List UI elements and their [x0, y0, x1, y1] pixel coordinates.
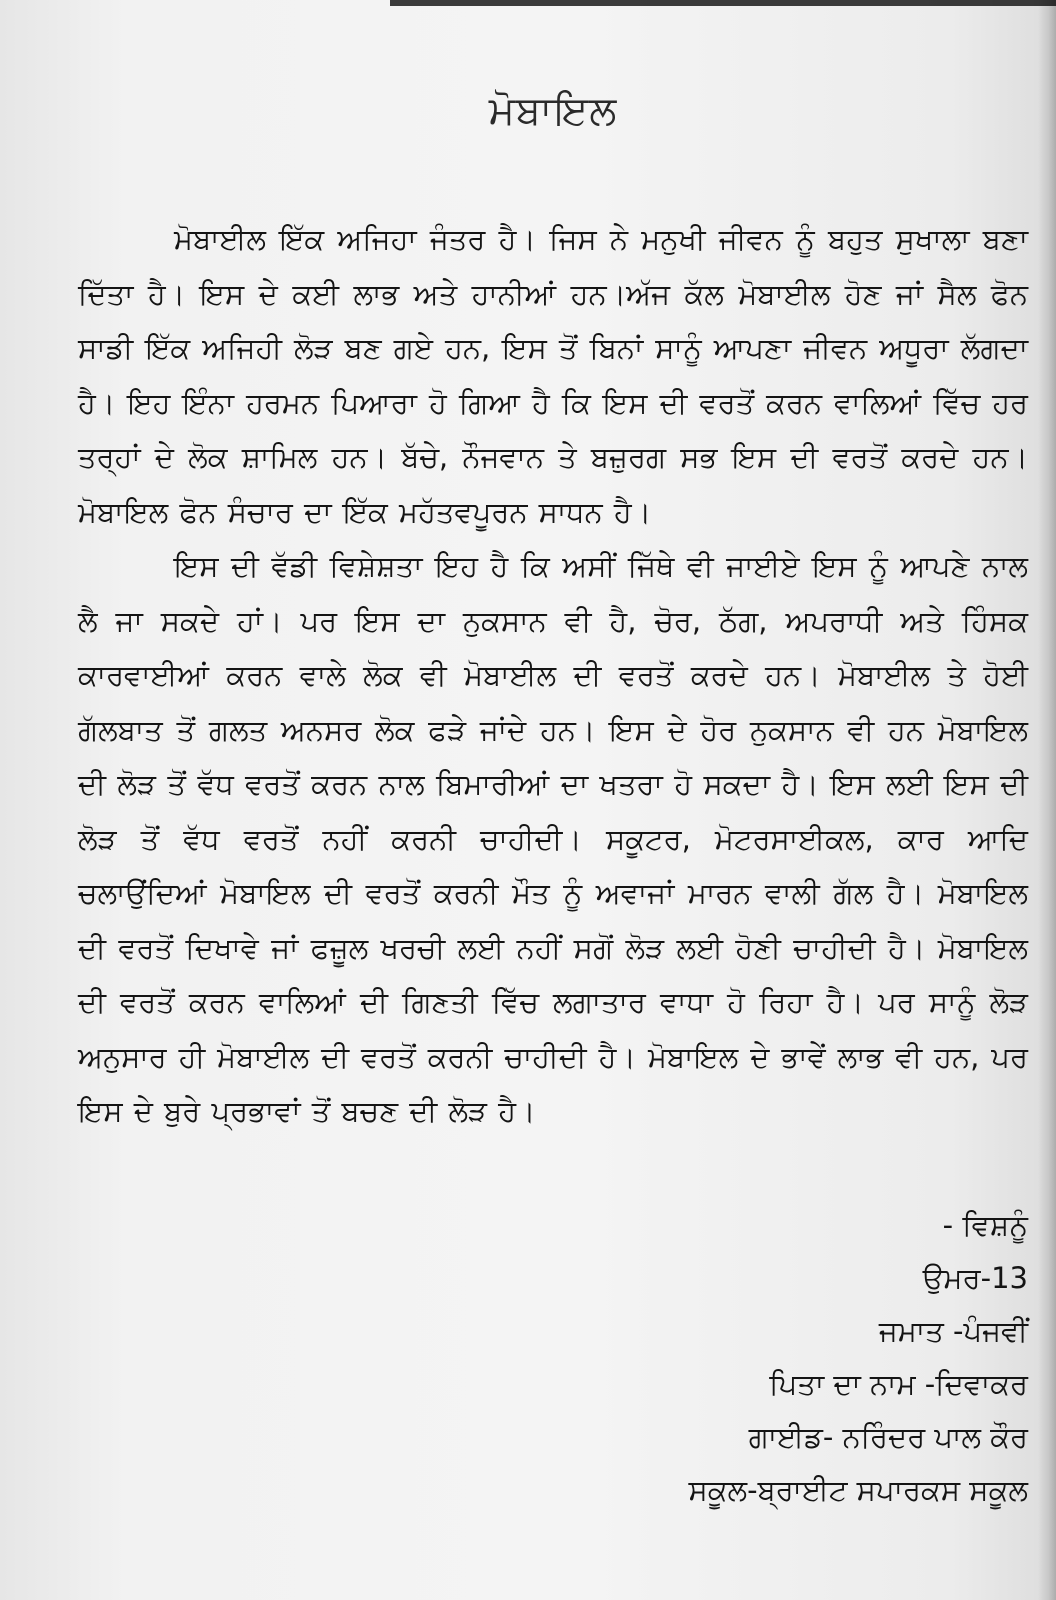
school-name: ਸਕੂਲ-ਬ੍ਰਾਈਟ ਸਪਾਰਕਸ ਸਕੂਲ [688, 1472, 1028, 1507]
author-age: ਉਮਰ-13 [922, 1260, 1028, 1295]
paragraph-2: ਇਸ ਦੀ ਵੱਡੀ ਵਿਸ਼ੇਸ਼ਤਾ ਇਹ ਹੈ ਕਿ ਅਸੀਂ ਜਿੱਥੇ ਵੀ ਜਾਈਏ ਇਸ ਨੂੰ ਆਪਣੇ ਨਾਲ ਲੈ ਜਾ ਸਕਦੇ ਹਾਂ। ਪਰ ਇਸ ਦਾ ਨੁਕਸਾਨ ਵੀ ਹੈ, ਚੋਰ, ਠੱਗ, ਅਪਰਾਧੀ ਅਤੇ ਹਿੰਸਕ ਕਾਰਵਾਈਆਂ ਕਰਨ ਵਾਲੇ ਲੋਕ ਵੀ ਮੋਬਾਈਲ ਦੀ ਵਰਤੋਂ ਕਰਦੇ ਹਨ। ਮੋਬਾਈਲ ਤੇ ਹੋਈ ਗੱਲਬਾਤ ਤੋਂ ਗਲਤ ਅਨਸਰ ਲੋਕ ਫੜੇ ਜਾਂਦੇ ਹਨ। ਇਸ ਦੇ ਹੋਰ ਨੁਕਸਾਨ ਵੀ ਹਨ ਮੋਬਾਇਲ ਦੀ ਲੋੜ ਤੋਂ ਵੱਧ ਵਰਤੋਂ ਕਰਨ ਨਾਲ ਬਿਮਾਰੀਆਂ ਦਾ ਖਤਰਾ ਹੋ ਸਕਦਾ ਹੈ। ਇਸ ਲਈ ਇਸ ਦੀ ਲੋੜ ਤੋਂ ਵੱਧ ਵਰਤੋਂ ਨਹੀਂ ਕਰਨੀ ਚਾਹੀਦੀ। ਸਕੂਟਰ, ਮੋਟਰਸਾਈਕਲ, ਕਾਰ ਆਦਿ ਚਲਾਉਂਦਿਆਂ ਮੋਬਾਇਲ ਦੀ ਵਰਤੋਂ ਕਰਨੀ ਮੌਤ ਨੂੰ ਅਵਾਜਾਂ ਮਾਰਨ ਵਾਲੀ ਗੱਲ ਹੈ। ਮੋਬਾਇਲ ਦੀ ਵਰਤੋਂ ਦਿਖਾਵੇ ਜਾਂ ਫਜ਼ੂਲ ਖਰਚੀ ਲਈ ਨਹੀਂ ਸਗੋਂ ਲੋੜ ਲਈ ਹੋਣੀ ਚਾਹੀਦੀ ਹੈ। ਮੋਬਾਇਲ ਦੀ ਵਰਤੋਂ ਕਰਨ ਵਾਲਿਆਂ ਦੀ ਗਿਣਤੀ ਵਿੱਚ ਲਗਾਤਾਰ ਵਾਧਾ ਹੋ ਰਿਹਾ ਹੈ। ਪਰ ਸਾਨੂੰ ਲੋੜ ਅਨੁਸਾਰ ਹੀ ਮੋਬਾਈਲ ਦੀ ਵਰਤੋਂ ਕਰਨੀ ਚਾਹੀਦੀ ਹੈ। ਮੋਬਾਇਲ ਦੇ ਭਾਵੇਂ ਲਾਭ ਵੀ ਹਨ, ਪਰ ਇਸ ਦੇ ਬੁਰੇ ਪ੍ਰਭਾਵਾਂ ਤੋਂ ਬਚਣ ਦੀ ਲੋੜ ਹੈ। [78, 549, 1028, 1128]
father-name: ਪਿਤਾ ਦਾ ਨਾਮ -ਦਿਵਾਕਰ [769, 1366, 1028, 1401]
page-title: ਮੋਬਾਇਲ [488, 88, 618, 134]
paragraph-1: ਮੋਬਾਈਲ ਇੱਕ ਅਜਿਹਾ ਜੰਤਰ ਹੈ। ਜਿਸ ਨੇ ਮਨੁਖੀ ਜੀਵਨ ਨੂੰ ਬਹੁਤ ਸੁਖਾਲਾ ਬਣਾ ਦਿੱਤਾ ਹੈ। ਇਸ ਦੇ ਕਈ ਲਾਭ ਅਤੇ ਹਾਨੀਆਂ ਹਨ।ਅੱਜ ਕੱਲ ਮੋਬਾਈਲ ਹੋਣ ਜਾਂ ਸੈਲ ਫੋਨ ਸਾਡੀ ਇੱਕ ਅਜਿਹੀ ਲੋੜ ਬਣ ਗਏ ਹਨ, ਇਸ ਤੋਂ ਬਿਨਾਂ ਸਾਨੂੰ ਆਪਣਾ ਜੀਵਨ ਅਧੂਰਾ ਲੱਗਦਾ ਹੈ। ਇਹ ਇੰਨਾ ਹਰਮਨ ਪਿਆਰਾ ਹੋ ਗਿਆ ਹੈ ਕਿ ਇਸ ਦੀ ਵਰਤੋਂ ਕਰਨ ਵਾਲਿਆਂ ਵਿੱਚ ਹਰ ਤਰ੍ਹਾਂ ਦੇ ਲੋਕ ਸ਼ਾਮਿਲ ਹਨ। ਬੱਚੇ, ਨੌਜਵਾਨ ਤੇ ਬਜ਼ੁਰਗ ਸਭ ਇਸ ਦੀ ਵਰਤੋਂ ਕਰਦੇ ਹਨ। ਮੋਬਾਇਲ ਫੋਨ ਸੰਚਾਰ ਦਾ ਇੱਕ ਮਹੱਤਵਪੂਰਨ ਸਾਧਨ ਹੈ। [78, 222, 1028, 529]
page-top-shadow [390, 0, 1056, 6]
author-signature-block [78, 1199, 1028, 1517]
author-name: - ਵਿਸ਼ਨੂੰ [942, 1207, 1028, 1242]
author-class: ਜਮਾਤ -ਪੰਜਵੀਂ [878, 1313, 1028, 1348]
page-edge-shadow [1038, 0, 1056, 1600]
guide-name: ਗਾਈਡ- ਨਰਿੰਦਰ ਪਾਲ ਕੌਰ [748, 1419, 1028, 1454]
essay-body [78, 212, 1028, 1139]
